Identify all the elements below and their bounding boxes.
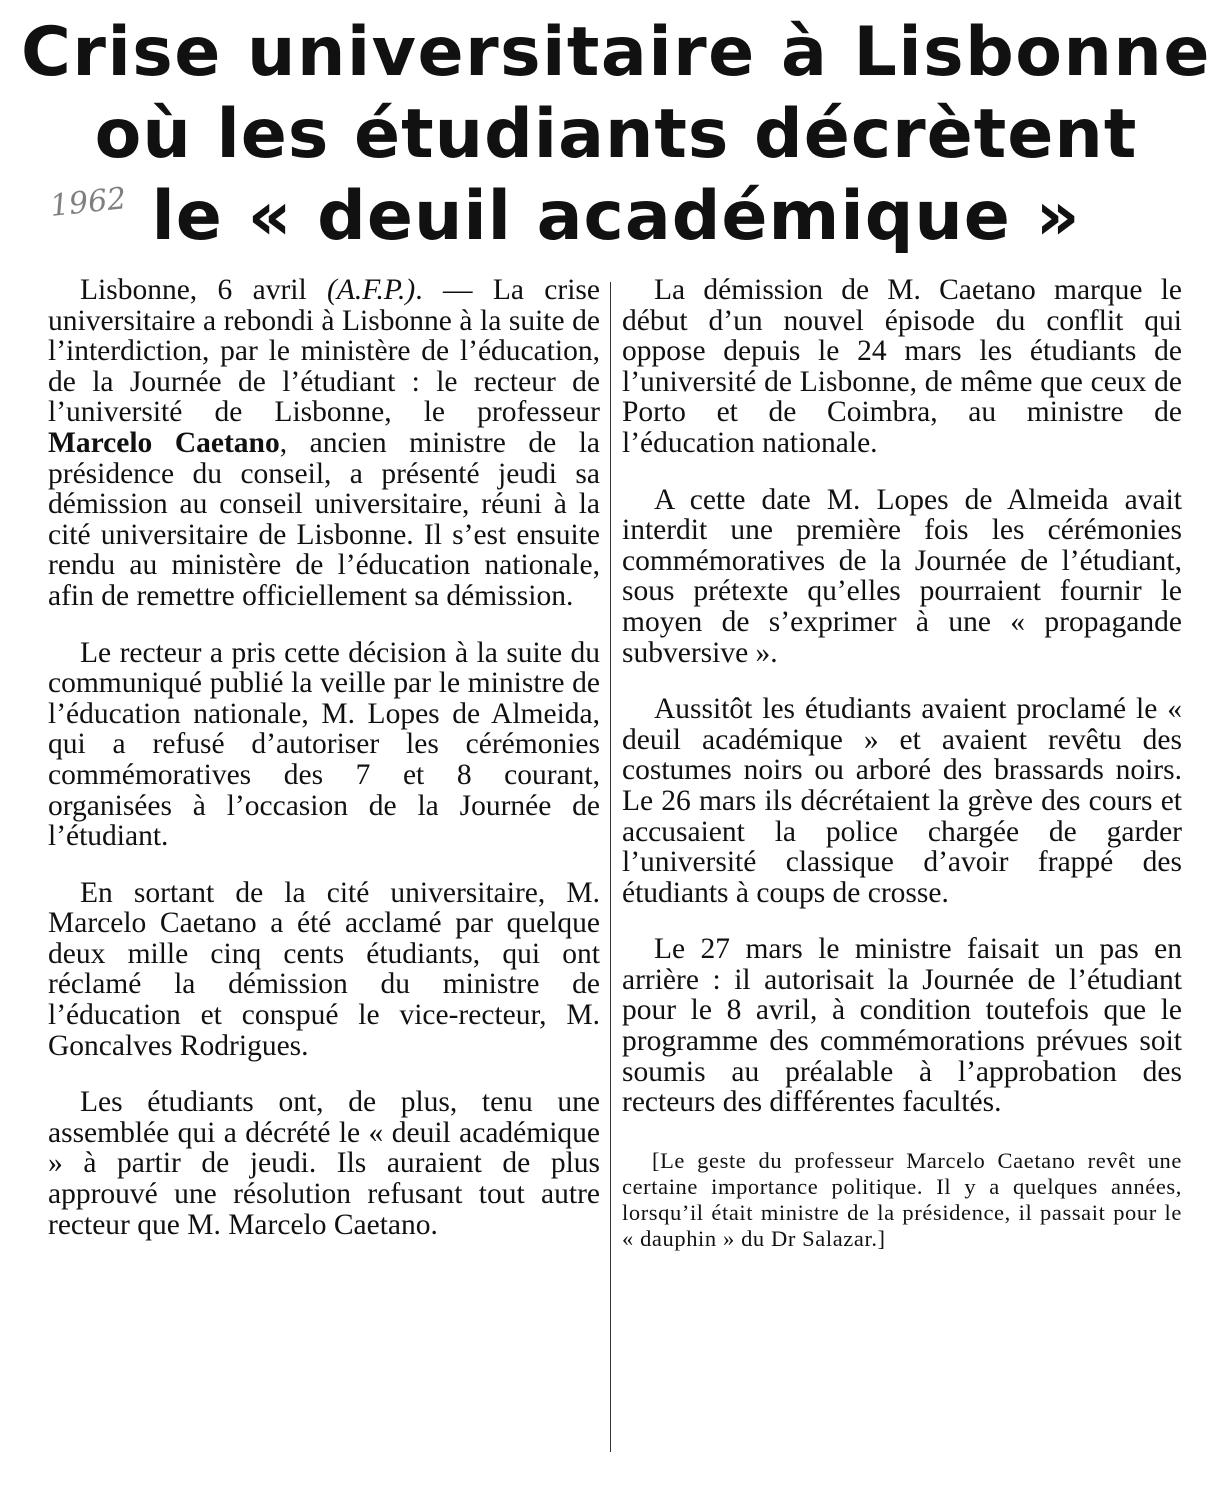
agency-credit: (A.F.P.) bbox=[327, 274, 416, 306]
left-column bbox=[48, 275, 600, 1266]
right-paragraph-1: La démission de M. Caetano marque le début d’un nouvel épisode du conflit qui oppose depuis le 24 mars les étudiants de l’université de Lisbonne, de même que ceux de Porto et de Coimbra, au ministre de l’éducation nationale. bbox=[622, 274, 1182, 459]
editorial-note: [Le geste du professeur Marcelo Caetano revêt une certaine importance politique. Il y a quelques années, lorsqu’il était ministre de la présidence, il passait pour le « dauphin » du Dr Salazar.] bbox=[622, 1147, 1182, 1251]
right-paragraph-2: A cette date M. Lopes de Almeida avait interdit une première fois les cérémonies commémoratives de la Journée de l’étudiant, sous prétexte qu’elles pourraient fournir le moyen de s’exprimer à une « propagande subversive ». bbox=[622, 483, 1182, 669]
column-divider bbox=[610, 282, 611, 1452]
right-paragraph-3: Aussitôt les étudiants avaient proclamé le « deuil académique » et avaient revêtu des costumes noirs ou arboré des brassards noirs. Le 26 mars ils décrétaient la grève des cours et accusaient la police chargée de garder l’université classique d’avoir frappé des étudiants à coups de crosse. bbox=[622, 693, 1182, 909]
right-column bbox=[622, 275, 1182, 1252]
headline-line-2: où les étudiants décrètent bbox=[94, 95, 1138, 174]
dateline: Lisbonne, 6 avril bbox=[80, 274, 307, 306]
left-p1-text-a: . — La crise universitaire a rebondi à Lisbonne à la suite de l’interdiction, par le ministère de l’éducation, de la Journée de l’étudiant : le recteur de l’université de Lisbonne, le professeur bbox=[48, 274, 600, 429]
left-paragraph-4: Les étudiants ont, de plus, tenu une assemblée qui a décrété le « deuil académique » à partir de jeudi. Ils auraient de plus approuvé une résolution refusant tout autre recteur que M. Marcelo Caetano. bbox=[48, 1086, 600, 1241]
left-paragraph-3: En sortant de la cité universitaire, M. Marcelo Caetano a été acclamé par quelque deux mille cinq cents étudiants, qui ont réclamé la démission du ministre de l’éducation et conspué le vice-recteur, M. Goncalves Rodrigues. bbox=[48, 876, 600, 1062]
left-paragraph-2: Le recteur a pris cette décision à la suite du communiqué publié la veille par le ministre de l’éducation nationale, M. Lopes de Almeida, qui a refusé d’autoriser les cérémonies commémoratives des 7 et 8 courant, organisées à l’occasion de la Journée de l’étudiant. bbox=[48, 636, 600, 853]
left-paragraph-1 bbox=[48, 275, 600, 612]
article-headline bbox=[0, 12, 1232, 258]
left-p1-text-b: , ancien ministre de la présidence du conseil, a présenté jeudi sa démission au conseil universitaire, réuni à la cité universitaire de Lisbonne. Il s’est ensuite rendu au ministère de l’éducation nationale, afin de remettre officiellement sa démission. bbox=[48, 426, 600, 612]
headline-line-1: Crise universitaire à Lisbonne bbox=[21, 13, 1211, 92]
left-p1-bold-name: Marcelo Caetano bbox=[48, 426, 280, 459]
headline-line-3: le « deuil académique » bbox=[151, 177, 1081, 256]
right-paragraph-4: Le 27 mars le ministre faisait un pas en arrière : il autorisait la Journée de l’étudiant pour le 8 avril, à condition toutefois que le programme des commémorations prévues soit soumis au préalable à l’approbation des recteurs des différentes facultés. bbox=[622, 933, 1182, 1119]
handwritten-year-annotation: 1962 bbox=[48, 181, 128, 224]
